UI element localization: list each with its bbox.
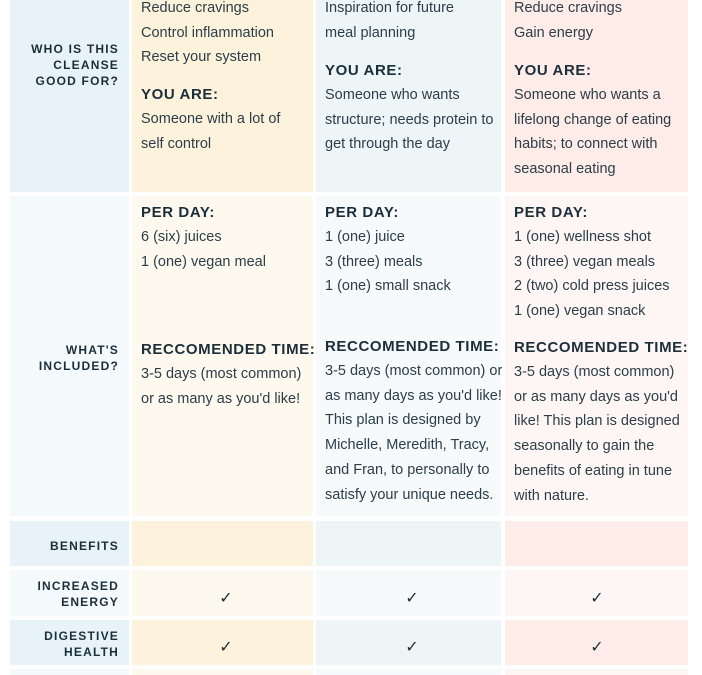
included-col2-cell [316, 196, 501, 516]
included-col3-heading: PER DAY: [514, 204, 588, 221]
included-col1-time-heading: RECCOMENDED TIME: [141, 341, 316, 358]
included-col1-cell [132, 196, 316, 516]
text-line: 2 (two) cold press juices [514, 278, 670, 295]
text-line: 1 (one) vegan snack [514, 303, 646, 320]
who-row-label-cell [10, 0, 129, 192]
who-col1-cell [132, 0, 313, 192]
included-col2-time-heading: RECCOMENDED TIME: [325, 338, 500, 355]
who-col3-cell [505, 0, 688, 192]
next-row-col2-cell [316, 669, 501, 675]
included-row-label-cell [10, 196, 129, 516]
text-line: Someone with a lot of [141, 111, 281, 127]
text-line: structure; needs protein to [325, 111, 494, 128]
label-line: CLEANSE [53, 58, 119, 72]
text-line: Reduce cravings [141, 0, 249, 16]
benefits-row-label: BENEFITS [50, 539, 119, 553]
text-line: 6 (six) juices [141, 229, 222, 245]
text-line: Reduce cravings [514, 0, 622, 16]
text-line: Inspiration for future [325, 0, 454, 16]
text-line: meal planning [325, 24, 416, 41]
text-line: 3-5 days (most common) or [325, 363, 503, 379]
text-line: like! This plan is designed [514, 413, 680, 430]
label-line: GOOD FOR? [35, 74, 119, 88]
included-col3-time [514, 360, 680, 508]
text-line: Gain energy [514, 24, 593, 41]
text-line: seasonal eating [514, 161, 616, 178]
digestive-col3-cell [505, 620, 688, 665]
check-icon: ✓ [590, 590, 604, 607]
text-line: 3-5 days (most common) [141, 366, 302, 382]
check-icon: ✓ [219, 639, 233, 656]
label-line: ENERGY [61, 595, 119, 609]
text-line: 1 (one) vegan meal [141, 253, 266, 270]
label-line: DIGESTIVE [44, 629, 119, 643]
text-line: or as many as you'd like! [141, 390, 301, 407]
label-line: INCLUDED? [38, 359, 119, 373]
included-col3-cell [505, 196, 688, 516]
text-line: 3 (three) meals [325, 253, 423, 270]
digestive-col1-cell [132, 620, 313, 665]
text-line: get through the day [325, 136, 450, 153]
text-line: habits; to connect with [514, 136, 658, 153]
energy-row-label-cell [10, 570, 129, 616]
label-line: HEALTH [64, 645, 119, 659]
text-line: benefits of eating in tune [514, 462, 673, 479]
included-row-label [39, 342, 119, 374]
check-icon: ✓ [219, 590, 233, 607]
text-line: 1 (one) juice [325, 229, 405, 245]
who-col1-lines [141, 0, 274, 70]
text-line: Control inflammation [141, 24, 274, 41]
benefits-col1-cell [132, 521, 313, 566]
check-icon: ✓ [405, 590, 419, 607]
included-col3-items [514, 225, 670, 324]
benefits-col3-cell [505, 521, 688, 566]
who-col2-lines [325, 0, 454, 45]
check-icon: ✓ [405, 639, 419, 656]
included-col1-items [141, 225, 266, 274]
included-col2-heading: PER DAY: [325, 204, 399, 221]
next-row-col1-cell [132, 669, 313, 675]
next-row-label-cell [10, 669, 129, 675]
benefits-col2-cell [316, 521, 501, 566]
label-line: INCREASED [37, 579, 119, 593]
text-line: with nature. [514, 487, 589, 504]
text-line: Someone who wants [325, 87, 460, 103]
label-line: WHAT'S [65, 343, 119, 357]
text-line: 1 (one) small snack [325, 278, 451, 295]
who-col1-desc [141, 107, 280, 156]
text-line: 1 (one) wellness shot [514, 229, 652, 245]
who-col3-lines [514, 0, 622, 45]
energy-col1-cell [132, 570, 313, 616]
digestive-row-label [44, 628, 119, 660]
who-col2-heading: YOU ARE: [325, 62, 403, 79]
digestive-col2-cell [316, 620, 501, 665]
text-line: and Fran, to personally to [325, 461, 490, 478]
check-icon: ✓ [590, 639, 604, 656]
text-line: 3-5 days (most common) [514, 364, 675, 380]
text-line: 3 (three) vegan meals [514, 253, 656, 270]
energy-row-label [38, 578, 119, 610]
label-line: WHO IS THIS [31, 42, 119, 56]
who-col1-heading: YOU ARE: [141, 86, 219, 103]
text-line: self control [141, 135, 212, 152]
included-col2-time [325, 359, 502, 507]
included-col2-items [325, 225, 451, 299]
energy-col3-cell [505, 570, 688, 616]
who-col3-desc [514, 83, 671, 182]
who-col2-desc [325, 83, 493, 157]
text-line: seasonally to gain the [514, 438, 655, 455]
energy-col2-cell [316, 570, 501, 616]
text-line: Someone who wants a [514, 87, 661, 103]
next-row-col3-cell [505, 669, 688, 675]
text-line: Reset your system [141, 49, 262, 66]
text-line: lifelong change of eating [514, 111, 672, 128]
text-line: as many days as you'd like! [325, 387, 502, 404]
who-col3-heading: YOU ARE: [514, 62, 592, 79]
included-col3-time-heading: RECCOMENDED TIME: [514, 339, 689, 356]
text-line: or as many days as you'd [514, 388, 678, 405]
who-row-label [31, 41, 119, 89]
benefits-row-label-cell [10, 521, 129, 566]
included-col1-time [141, 362, 301, 411]
text-line: This plan is designed by [325, 412, 481, 429]
text-line: satisfy your unique needs. [325, 486, 494, 503]
text-line: Michelle, Meredith, Tracy, [325, 437, 490, 454]
included-col1-heading: PER DAY: [141, 204, 215, 221]
digestive-row-label-cell [10, 620, 129, 665]
who-col2-cell [316, 0, 501, 192]
